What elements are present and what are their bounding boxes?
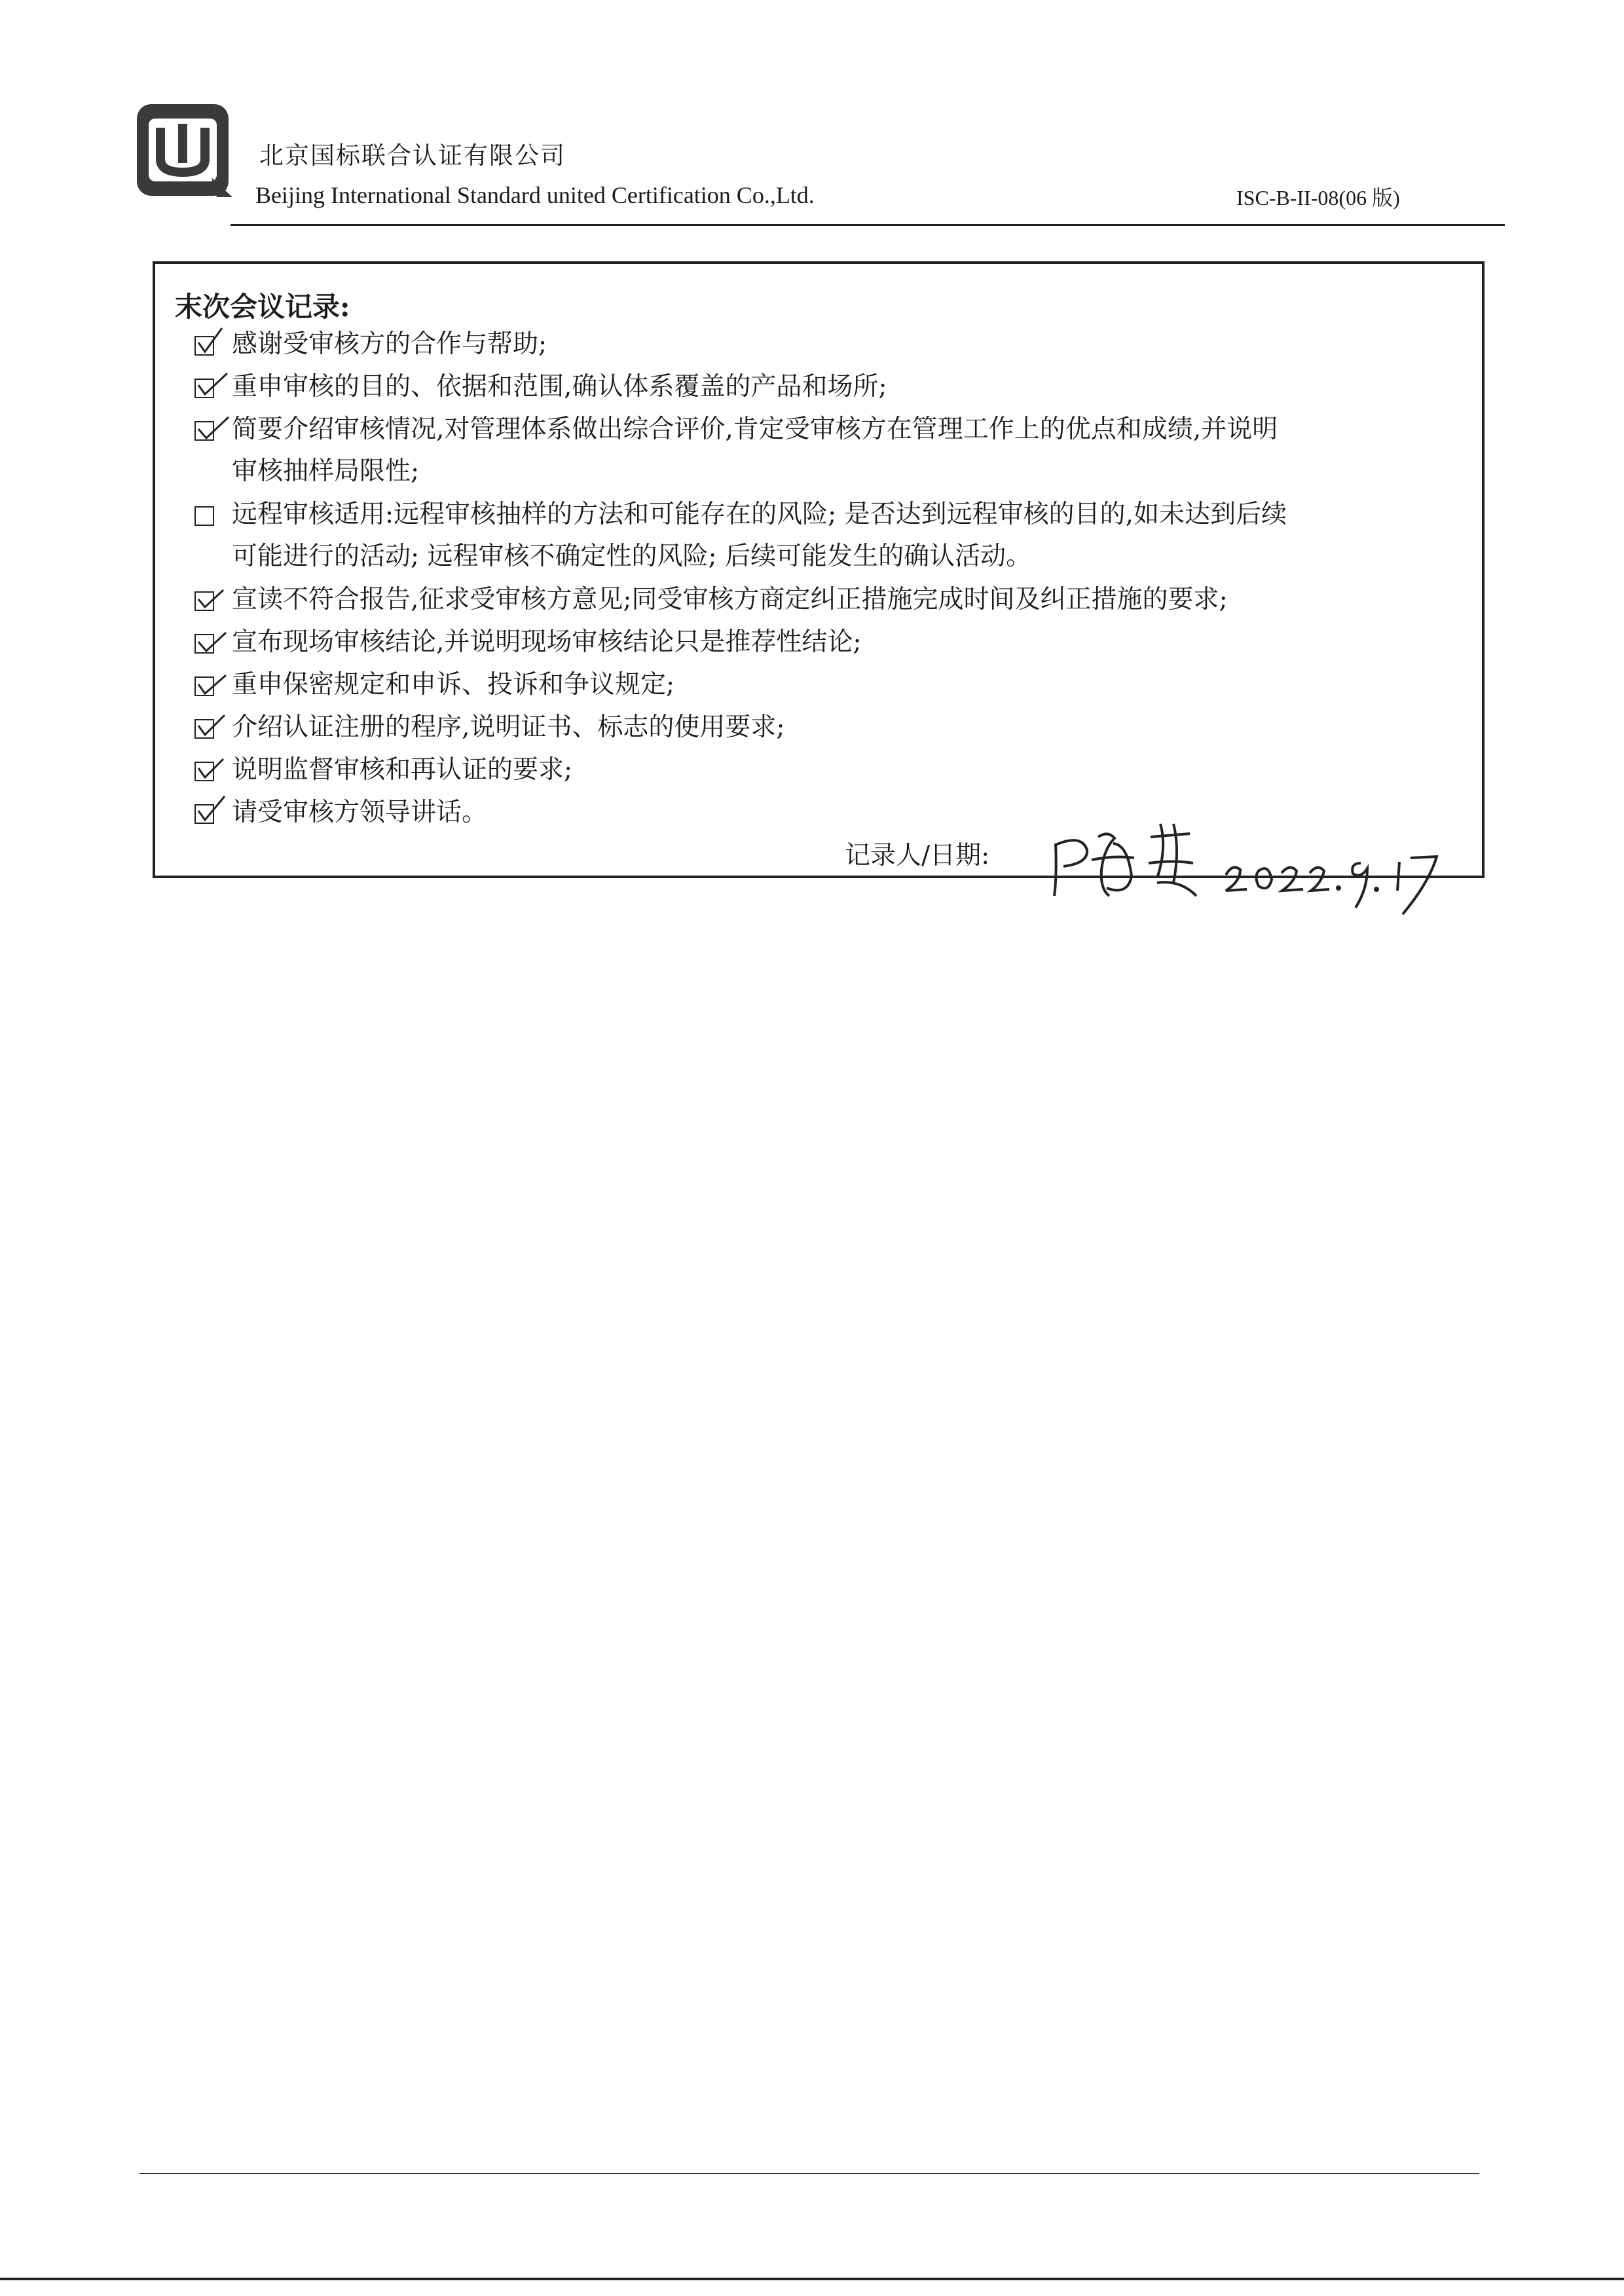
checkbox[interactable] xyxy=(194,676,214,696)
checkbox[interactable] xyxy=(194,336,214,356)
header-divider xyxy=(231,224,1505,226)
checkbox-unchecked[interactable] xyxy=(194,506,214,526)
item-text: 重申保密规定和申诉、投诉和争议规定; xyxy=(232,670,675,699)
item-text-continued: 可能进行的活动; 远程审核不确定性的风险; 后续可能发生的确认活动。 xyxy=(232,542,1032,571)
checkbox[interactable] xyxy=(194,421,214,441)
checkmark-icon xyxy=(194,413,229,442)
checklist-item xyxy=(178,494,1462,578)
checklist-item xyxy=(178,366,1462,408)
company-name-cn: 北京国标联合认证有限公司 xyxy=(259,141,566,170)
checkbox[interactable] xyxy=(194,719,214,739)
item-text: 远程审核适用:远程审核抽样的方法和可能存在的风险; 是否达到远程审核的目的,如未达到后续 xyxy=(232,500,1287,529)
checkmark-icon xyxy=(194,796,229,825)
checkmark-icon xyxy=(194,371,229,399)
company-name-en: Beijing International Standard united Certification Co.,Ltd. xyxy=(255,182,815,208)
checklist-item xyxy=(178,749,1462,791)
checklist-item xyxy=(178,324,1462,365)
item-text: 感谢受审核方的合作与帮助; xyxy=(232,329,547,359)
checkmark-icon xyxy=(194,626,229,655)
isc-logo-icon xyxy=(134,102,239,200)
item-text: 宣布现场审核结论,并说明现场审核结论只是推荐性结论; xyxy=(232,627,862,657)
item-text: 简要介绍审核情况,对管理体系做出综合评价,肯定受审核方在管理工作上的优点和成绩,并说明 xyxy=(232,415,1278,444)
item-text: 请受审核方领导讲话。 xyxy=(232,798,488,827)
checklist-item xyxy=(178,621,1462,663)
checklist-item xyxy=(178,579,1462,621)
recorder-date-label: 记录人/日期: xyxy=(845,841,990,870)
document-code: ISC-B-II-08(06 版) xyxy=(1236,186,1400,210)
handwritten-signature xyxy=(1036,798,1462,916)
checkmark-icon xyxy=(194,669,229,697)
checkbox[interactable] xyxy=(194,379,214,398)
item-text: 重申审核的目的、依据和范围,确认体系覆盖的产品和场所; xyxy=(232,372,887,401)
checklist-item xyxy=(178,664,1462,706)
meeting-record-box xyxy=(153,261,1485,878)
item-text: 宣读不符合报告,征求受审核方意见;同受审核方商定纠正措施完成时间及纠正措施的要求; xyxy=(232,585,1228,614)
checkmark-icon xyxy=(194,754,229,783)
footer-divider xyxy=(139,2173,1479,2174)
company-logo xyxy=(134,102,239,200)
checkmark-icon xyxy=(194,583,229,612)
checkmark-icon xyxy=(194,328,229,357)
item-text-continued: 审核抽样局限性; xyxy=(232,456,420,486)
checkbox[interactable] xyxy=(194,591,214,611)
record-title: 末次会议记录: xyxy=(175,291,350,323)
checkbox[interactable] xyxy=(194,804,214,824)
checkbox[interactable] xyxy=(194,762,214,781)
checklist-item xyxy=(178,707,1462,749)
page-bottom-edge xyxy=(0,2278,1624,2280)
checkmark-icon xyxy=(194,711,229,740)
item-text: 介绍认证注册的程序,说明证书、标志的使用要求; xyxy=(232,713,785,742)
checklist-item xyxy=(178,409,1462,492)
checkbox[interactable] xyxy=(194,634,214,654)
item-text: 说明监督审核和再认证的要求; xyxy=(232,755,573,785)
